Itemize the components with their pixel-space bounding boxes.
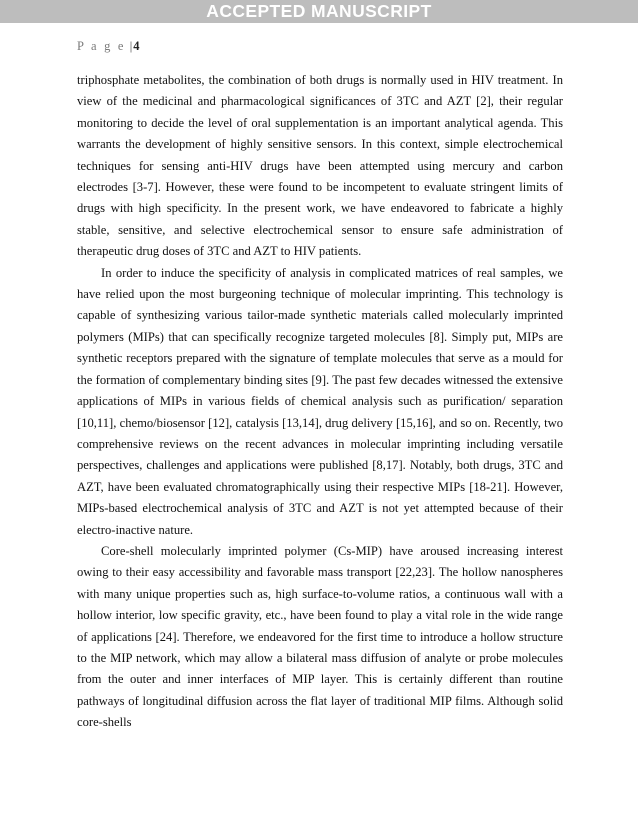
paragraph-2: In order to induce the specificity of analysis in complicated matrices of real samples, we have relied upon the most burgeoning technique of molecular imprinting. This technology is capable of synthesizing various tailor-made synthetic materials called molecularly imprinted polymers (MIPs) that can specifically recognize targeted molecules [8]. Simply put, MIPs are synthetic receptors prepared with the signature of template molecules that serve as a mould for the formation of complementary binding sites [9]. The past few decades witnessed the extensive applications of MIPs in various fields of chemical analysis such as purification/ separation [10,11], chemo/biosensor [12], catalysis [13,14], drug delivery [15,16], and so on. Recently, two comprehensive reviews on the recent advances in molecular imprinting including versatile perspectives, challenges and applications were published [8,17]. Notably, both drugs, 3TC and AZT, have been evaluated chromatographically using their respective MIPs [18-21]. However, MIPs-based electrochemical analysis of 3TC and AZT is not yet attempted because of their electro-inactive nature. [77, 265, 563, 537]
paragraph-1: triphosphate metabolites, the combination of both drugs is normally used in HIV treatment. In view of the medicinal and pharmacological significances of 3TC and AZT [2], their regular monitoring to decide the level of oral supplementation is an important analytical agenda. This warrants the development of highly sensitive sensors. In this context, simple electrochemical techniques for sensing anti-HIV drugs have been attempted using mercury and carbon electrodes [3-7]. However, these were found to be incompetent to evaluate stringent limits of drugs with high specificity. In the present work, we have endeavored to fabricate a highly stable, sensitive, and selective electrochemical sensor to ensure safe administration of therapeutic drug doses of 3TC and AZT to HIV patients. [77, 73, 563, 259]
page-separator: | [129, 39, 133, 53]
page-label: P a g e [77, 39, 126, 53]
paragraph-3: Core-shell molecularly imprinted polymer (Cs-MIP) have aroused increasing interest owing to their easy accessibility and favorable mass transport [22,23]. The hollow nanospheres with many unique properties such as, high surface-to-volume ratios, a continuous wall with a hollow interior, low specific gravity, etc., have been found to play a vital role in the wide range of applications [24]. Therefore, we endeavored for the first time to introduce a hollow structure to the MIP network, which may allow a bilateral mass diffusion of analyte or probe molecules from the outer and inner interfaces of MIP layer. This is certainly different than routine pathways of longitudinal diffusion across the flat layer of traditional MIP films. Although solid core-shells [77, 543, 563, 730]
body-text [77, 70, 563, 734]
page-number: 4 [133, 39, 140, 53]
page-header [77, 39, 140, 54]
accepted-manuscript-banner: ACCEPTED MANUSCRIPT [0, 0, 638, 23]
